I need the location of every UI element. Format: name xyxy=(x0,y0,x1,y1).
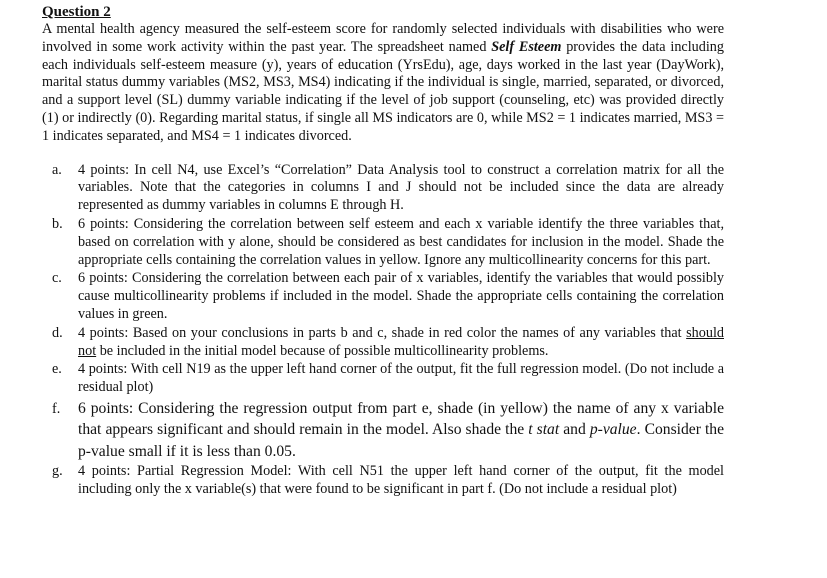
part-text-underlined: should not xyxy=(78,324,724,359)
sheet-name: Self Esteem xyxy=(491,38,562,55)
part-text: 4 points: Based on your conclusions in parts b and c, shade in red color the names of any variables that xyxy=(78,324,687,341)
question-document xyxy=(42,4,724,500)
part-text-italic: p-value xyxy=(589,421,637,439)
part-text: be included in the initial model because of possible multicollinearity problems. xyxy=(96,342,549,359)
part-a xyxy=(42,162,724,215)
part-g xyxy=(42,463,724,499)
question-parts-list xyxy=(42,162,724,499)
part-c xyxy=(42,270,724,323)
part-letter: g. xyxy=(52,463,63,480)
question-intro xyxy=(42,21,724,146)
part-letter: f. xyxy=(52,400,61,417)
part-letter: b. xyxy=(52,215,63,232)
part-b xyxy=(42,216,724,269)
part-d xyxy=(42,325,724,361)
part-text: 4 points: With cell N19 as the upper left hand corner of the output, fit the full regression model. (Do not include a residual plot) xyxy=(78,361,724,396)
part-letter: a. xyxy=(52,161,62,178)
part-f xyxy=(42,398,724,463)
intro-text-1: A mental health agency measured the self-esteem score for randomly selected individuals with disabilities who were involved in some work activity within the past year. The spreadsheet named xyxy=(42,21,724,55)
part-text: 4 points: Partial Regression Model: With cell N51 the upper left hand corner of the output, fit the model including only the x variable(s) that were found to be significant in part f. (Do not include a residual plot) xyxy=(78,463,724,498)
part-text: 6 points: Considering the correlation between self esteem and each x variable identify the three variables that, based on correlation with y alone, should be considered as best candidates for inclusion in the model. Shade the appropriate cells containing the correlation values in yellow. Ignore any multicollinearity concerns for this part. xyxy=(78,215,724,268)
part-text: 6 points: Considering the regression output from part e, shade (in yellow) the name of any x variable that appears significant and should remain in the model. Also shade the xyxy=(78,399,724,439)
part-text: and xyxy=(559,421,590,439)
part-letter: c. xyxy=(52,270,62,287)
part-letter: d. xyxy=(52,324,63,341)
part-text: . Consider the p-value small if it is less than 0.05. xyxy=(78,421,725,460)
part-text-italic: t stat xyxy=(528,421,560,439)
part-letter: e. xyxy=(52,361,62,378)
part-e xyxy=(42,361,724,397)
intro-text-2: provides the data including each individuals self-esteem measure (y), years of education (YrsEdu), age, days worked in the last year (DayWork), marital status dummy variables (MS2, MS3, MS4) indicating if the individual is single, married, separated, or divorced, and a support level (SL) dummy variable indicating if the level of job support (counseling, etc) was provided directly (1) or indirectly (0). Regarding marital status, if single all MS indicators are 0, while MS2 = 1 indicates married, MS3 = 1 indicates separated, and MS4 = 1 indicates divorced. xyxy=(42,38,724,144)
part-text: 6 points: Considering the correlation between each pair of x variables, identify the variables that would possibly cause multicollinearity problems if included in the model. Shade the appropriate cells containing the correlation values in green. xyxy=(78,270,724,322)
part-text: 4 points: In cell N4, use Excel’s “Correlation” Data Analysis tool to construct a correlation matrix for all the variables. Note that the categories in columns I and J should not be included since the data are already represented as dummy variables in columns E through H. xyxy=(78,161,724,214)
question-title: Question 2 xyxy=(42,4,111,20)
